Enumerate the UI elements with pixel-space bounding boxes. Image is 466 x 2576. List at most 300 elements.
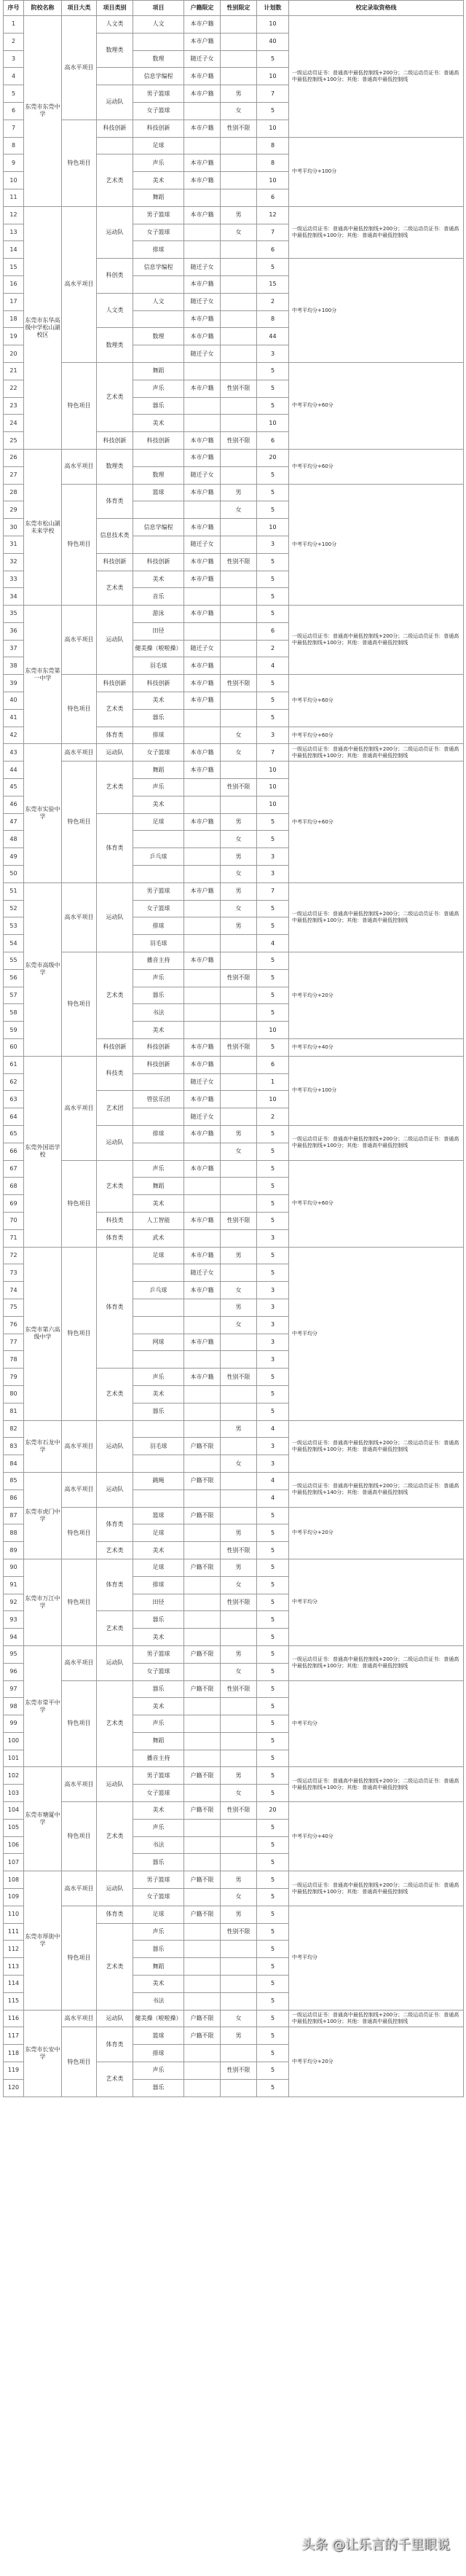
cell-project-type: 高水平项目 (62, 1871, 97, 1906)
cell-admission-line: 一级运动员证书：普通高中最低控制线+200分；二级运动员证书：普通高中最低控制线+100分；其他：普通高中最低控制线 (289, 1126, 464, 1161)
cell-gender (221, 1334, 257, 1351)
cell-plan: 20 (257, 1802, 289, 1820)
cell-seq: 37 (4, 640, 24, 657)
cell-gender: 性别不限 (221, 1594, 257, 1611)
cell-seq: 56 (4, 969, 24, 987)
cell-seq: 114 (4, 1976, 24, 1993)
cell-item: 器乐 (133, 2079, 184, 2097)
cell-gender: 男 (221, 1420, 257, 1438)
cell-hukou: 户籍不限 (184, 1507, 221, 1524)
cell-seq: 86 (4, 1489, 24, 1507)
cell-plan: 44 (257, 328, 289, 345)
cell-category: 人文类 (97, 293, 133, 328)
cell-item (133, 831, 184, 848)
cell-gender (221, 1351, 257, 1369)
cell-plan: 5 (257, 606, 289, 623)
col-project-type: 项目大类 (62, 1, 97, 16)
cell-hukou (184, 1542, 221, 1559)
cell-seq: 92 (4, 1594, 24, 1611)
cell-seq: 63 (4, 1091, 24, 1108)
cell-school: 东莞市高级中学 (24, 882, 62, 1056)
cell-gender: 男 (221, 1126, 257, 1143)
cell-item: 排球 (133, 1126, 184, 1143)
cell-gender (221, 259, 257, 276)
cell-plan: 8 (257, 154, 289, 172)
cell-admission-line: 中考平均分 (289, 1559, 464, 1645)
cell-gender: 男 (221, 206, 257, 224)
cell-plan: 10 (257, 16, 289, 34)
cell-plan: 5 (257, 2027, 289, 2045)
cell-plan: 4 (257, 657, 289, 675)
cell-seq: 20 (4, 345, 24, 363)
cell-gender (221, 154, 257, 172)
cell-item: 田径 (133, 622, 184, 640)
cell-plan: 5 (257, 1923, 289, 1941)
cell-gender (221, 1229, 257, 1247)
cell-seq: 33 (4, 571, 24, 588)
cell-plan: 5 (257, 813, 289, 831)
cell-seq: 119 (4, 2062, 24, 2080)
cell-gender: 男 (221, 882, 257, 900)
cell-seq: 58 (4, 1004, 24, 1022)
cell-plan: 3 (257, 848, 289, 866)
cell-hukou: 本市户籍 (184, 154, 221, 172)
cell-gender (221, 293, 257, 310)
cell-item: 男子篮球 (133, 206, 184, 224)
cell-admission-line: 中考平均分 (289, 1680, 464, 1767)
cell-item: 乒乓球 (133, 1282, 184, 1299)
table-row (4, 1056, 464, 1073)
table-row (4, 449, 464, 466)
cell-hukou (184, 779, 221, 796)
cell-seq: 75 (4, 1299, 24, 1316)
cell-gender: 男 (221, 1299, 257, 1316)
cell-plan: 5 (257, 1369, 289, 1386)
cell-hukou: 本市户籍 (184, 1056, 221, 1073)
cell-school: 东莞市松山湖未来学校 (24, 449, 62, 605)
cell-seq: 53 (4, 917, 24, 935)
cell-seq: 10 (4, 172, 24, 189)
cell-category: 科技创新 (97, 1039, 133, 1057)
cell-gender: 性别不限 (221, 432, 257, 450)
cell-seq: 96 (4, 1663, 24, 1680)
cell-plan: 2 (257, 640, 289, 657)
cell-plan: 3 (257, 866, 289, 883)
cell-category: 科创类 (97, 259, 133, 294)
cell-gender (221, 1611, 257, 1629)
cell-category: 科技类 (97, 1056, 133, 1091)
cell-gender (221, 640, 257, 657)
cell-gender: 女 (221, 831, 257, 848)
cell-seq: 107 (4, 1854, 24, 1871)
cell-seq: 49 (4, 848, 24, 866)
col-admission-line: 校定录取资格线 (289, 1, 464, 16)
table-body (4, 16, 464, 2097)
cell-plan: 5 (257, 1004, 289, 1022)
cell-project-type: 高水平项目 (62, 1056, 97, 1160)
cell-seq: 79 (4, 1369, 24, 1386)
cell-hukou: 户籍不限 (184, 1906, 221, 1923)
cell-hukou (184, 1229, 221, 1247)
table-row (4, 2027, 464, 2045)
cell-seq: 8 (4, 137, 24, 154)
cell-seq: 104 (4, 1802, 24, 1820)
cell-plan: 5 (257, 1212, 289, 1229)
cell-school: 东莞市塘厦中学 (24, 1767, 62, 1871)
cell-gender (221, 328, 257, 345)
cell-hukou: 本市户籍 (184, 1039, 221, 1057)
cell-seq: 16 (4, 275, 24, 293)
cell-plan: 5 (257, 1976, 289, 1993)
cell-gender: 女 (221, 2010, 257, 2027)
cell-hukou: 本市户籍 (184, 1334, 221, 1351)
cell-category: 科技创新 (97, 432, 133, 450)
cell-plan: 3 (257, 1229, 289, 1247)
cell-item: 器乐 (133, 397, 184, 415)
cell-gender (221, 16, 257, 34)
cell-seq: 25 (4, 432, 24, 450)
cell-seq: 87 (4, 1507, 24, 1524)
cell-plan: 10 (257, 779, 289, 796)
cell-gender (221, 1836, 257, 1854)
cell-gender: 性别不限 (221, 553, 257, 571)
cell-category: 运动队 (97, 744, 133, 762)
cell-plan: 3 (257, 1334, 289, 1351)
cell-seq: 26 (4, 449, 24, 466)
cell-plan: 5 (257, 2010, 289, 2027)
cell-admission-line: 中考平均分+100分 (289, 137, 464, 206)
cell-seq: 95 (4, 1645, 24, 1663)
cell-hukou (184, 1715, 221, 1733)
cell-hukou (184, 1629, 221, 1646)
cell-seq: 7 (4, 120, 24, 137)
cell-seq: 102 (4, 1767, 24, 1785)
cell-gender (221, 796, 257, 813)
cell-hukou (184, 588, 221, 606)
cell-hukou: 本市户籍 (184, 553, 221, 571)
cell-item: 武术 (133, 1229, 184, 1247)
cell-plan: 3 (257, 345, 289, 363)
cell-item: 声乐 (133, 969, 184, 987)
cell-gender (221, 172, 257, 189)
cell-plan: 5 (257, 1889, 289, 1906)
cell-gender: 女 (221, 1143, 257, 1160)
cell-seq: 9 (4, 154, 24, 172)
cell-item: 美术 (133, 1542, 184, 1559)
cell-category: 科技创新 (97, 553, 133, 571)
cell-hukou (184, 2062, 221, 2080)
cell-hukou (184, 1958, 221, 1976)
cell-plan: 5 (257, 1195, 289, 1213)
cell-item: 科技创新 (133, 675, 184, 692)
cell-gender (221, 952, 257, 970)
cell-gender: 性别不限 (221, 120, 257, 137)
cell-item: 器乐 (133, 1941, 184, 1958)
cell-category: 运动队 (97, 1420, 133, 1472)
cell-plan: 5 (257, 1143, 289, 1160)
col-plan: 计划数 (257, 1, 289, 16)
cell-plan: 10 (257, 1022, 289, 1039)
cell-gender (221, 189, 257, 206)
cell-hukou: 本市户籍 (184, 328, 221, 345)
cell-hukou: 本市户籍 (184, 275, 221, 293)
cell-item: 舞蹈 (133, 1732, 184, 1750)
cell-gender: 男 (221, 1524, 257, 1542)
cell-seq: 36 (4, 622, 24, 640)
cell-seq: 106 (4, 1836, 24, 1854)
cell-item: 女子篮球 (133, 102, 184, 120)
cell-seq: 91 (4, 1576, 24, 1594)
cell-seq: 109 (4, 1889, 24, 1906)
cell-item: 信息学编程 (133, 259, 184, 276)
cell-gender (221, 1160, 257, 1178)
cell-plan: 3 (257, 1316, 289, 1334)
cell-item: 女子篮球 (133, 1889, 184, 1906)
cell-hukou: 本市户籍 (184, 1282, 221, 1299)
cell-category: 体育类 (97, 727, 133, 744)
cell-gender: 男 (221, 484, 257, 501)
cell-item: 器乐 (133, 709, 184, 727)
cell-gender: 性别不限 (221, 779, 257, 796)
cell-item: 人文 (133, 293, 184, 310)
cell-item (133, 1108, 184, 1126)
cell-plan: 5 (257, 1732, 289, 1750)
cell-gender: 女 (221, 1889, 257, 1906)
cell-project-type: 高水平项目 (62, 882, 97, 952)
cell-plan: 5 (257, 466, 289, 484)
cell-plan: 5 (257, 1039, 289, 1057)
cell-plan: 3 (257, 536, 289, 553)
cell-gender (221, 2079, 257, 2097)
cell-hukou (184, 727, 221, 744)
cell-project-type: 特色项目 (62, 1559, 97, 1645)
cell-item: 美术 (133, 1976, 184, 1993)
cell-seq: 77 (4, 1334, 24, 1351)
cell-seq: 89 (4, 1542, 24, 1559)
cell-item: 男子篮球 (133, 1767, 184, 1785)
cell-seq: 67 (4, 1160, 24, 1178)
table-row (4, 606, 464, 623)
cell-item (133, 1143, 184, 1160)
cell-plan: 5 (257, 917, 289, 935)
cell-plan: 5 (257, 1645, 289, 1663)
cell-admission-line: 一级运动员证书：普通高中最低控制线+200分；二级运动员证书：普通高中最低控制线+100分；其他：普通高中最低控制线 (289, 1420, 464, 1472)
cell-category: 人文类 (97, 16, 133, 34)
cell-gender: 男 (221, 1247, 257, 1264)
cell-hukou: 户籍不限 (184, 1472, 221, 1489)
col-seq: 序号 (4, 1, 24, 16)
cell-seq: 38 (4, 657, 24, 675)
cell-admission-line: 中考平均分+40分 (289, 1802, 464, 1871)
cell-seq: 3 (4, 50, 24, 68)
col-gender: 性别限定 (221, 1, 257, 16)
cell-hukou: 本市户籍 (184, 449, 221, 466)
cell-seq: 13 (4, 224, 24, 241)
cell-school: 东莞市石龙中学 (24, 1420, 62, 1472)
cell-seq: 35 (4, 606, 24, 623)
cell-admission-line: 中考平均分+40分 (289, 1039, 464, 1057)
cell-gender (221, 1941, 257, 1958)
cell-gender: 性别不限 (221, 1680, 257, 1698)
cell-seq: 82 (4, 1420, 24, 1438)
cell-seq: 105 (4, 1819, 24, 1836)
cell-seq: 14 (4, 241, 24, 259)
cell-item: 足球 (133, 1906, 184, 1923)
cell-hukou: 本市户籍 (184, 310, 221, 328)
cell-item: 科技创新 (133, 1056, 184, 1073)
cell-seq: 6 (4, 102, 24, 120)
cell-plan: 40 (257, 33, 289, 50)
cell-gender (221, 33, 257, 50)
cell-item: 美术 (133, 415, 184, 432)
cell-item: 数理 (133, 328, 184, 345)
cell-plan: 15 (257, 275, 289, 293)
cell-plan: 5 (257, 1871, 289, 1889)
cell-category: 艺术类 (97, 1611, 133, 1646)
cell-plan: 5 (257, 1819, 289, 1836)
cell-hukou (184, 1316, 221, 1334)
cell-plan: 5 (257, 1629, 289, 1646)
cell-item: 女子篮球 (133, 224, 184, 241)
cell-item: 器乐 (133, 1611, 184, 1629)
cell-category: 数理类 (97, 328, 133, 363)
cell-hukou (184, 831, 221, 848)
cell-gender (221, 1750, 257, 1767)
cell-seq: 46 (4, 796, 24, 813)
cell-item: 男子篮球 (133, 1871, 184, 1889)
cell-plan: 6 (257, 622, 289, 640)
cell-item: 网球 (133, 1334, 184, 1351)
cell-item (133, 1420, 184, 1438)
cell-gender: 女 (221, 1576, 257, 1594)
cell-item: 乒乓球 (133, 848, 184, 866)
cell-item: 声乐 (133, 1369, 184, 1386)
cell-hukou: 本市户籍 (184, 1369, 221, 1386)
cell-admission-line: 中考平均分+20分 (289, 2027, 464, 2097)
cell-project-type: 特色项目 (62, 362, 97, 449)
cell-hukou: 户籍不限 (184, 2027, 221, 2045)
cell-seq: 115 (4, 1992, 24, 2010)
cell-seq: 15 (4, 259, 24, 276)
cell-item: 羽毛球 (133, 1438, 184, 1455)
cell-item: 男子篮球 (133, 1645, 184, 1663)
cell-gender (221, 1056, 257, 1073)
cell-seq: 90 (4, 1559, 24, 1576)
cell-hukou (184, 1819, 221, 1836)
cell-item (133, 501, 184, 519)
cell-seq: 29 (4, 501, 24, 519)
cell-item (133, 1489, 184, 1507)
cell-admission-line: 一级运动员证书：普通高中最低控制线+200分；二级运动员证书：普通高中最低控制线+100分；其他：普通高中最低控制线 (289, 1871, 464, 1906)
table-row (4, 1802, 464, 1820)
cell-item (133, 1299, 184, 1316)
cell-plan: 6 (257, 189, 289, 206)
cell-gender (221, 68, 257, 85)
cell-admission-line: 中考平均分 (289, 1247, 464, 1420)
cell-hukou: 随迁子女 (184, 1264, 221, 1282)
cell-seq: 45 (4, 779, 24, 796)
cell-item: 书法 (133, 1004, 184, 1022)
cell-plan: 5 (257, 553, 289, 571)
cell-project-type: 高水平项目 (62, 449, 97, 484)
cell-seq: 64 (4, 1108, 24, 1126)
cell-item (133, 536, 184, 553)
cell-admission-line: 中考平均分+60分 (289, 762, 464, 883)
cell-gender (221, 275, 257, 293)
cell-seq: 5 (4, 85, 24, 103)
cell-category: 艺术类 (97, 1680, 133, 1767)
cell-hukou (184, 1143, 221, 1160)
cell-project-type: 高水平项目 (62, 1645, 97, 1680)
cell-hukou: 本市户籍 (184, 571, 221, 588)
cell-school: 东莞外国语学校 (24, 1056, 62, 1247)
cell-plan: 5 (257, 709, 289, 727)
cell-hukou: 随迁子女 (184, 1073, 221, 1091)
cell-item: 声乐 (133, 2062, 184, 2080)
cell-hukou (184, 1923, 221, 1941)
cell-seq: 66 (4, 1143, 24, 1160)
cell-category: 艺术类 (97, 1923, 133, 2010)
cell-gender (221, 622, 257, 640)
cell-plan: 5 (257, 501, 289, 519)
cell-hukou (184, 2079, 221, 2097)
cell-plan: 5 (257, 1385, 289, 1403)
cell-gender (221, 1629, 257, 1646)
cell-plan: 20 (257, 449, 289, 466)
cell-category: 运动队 (97, 206, 133, 258)
cell-gender: 女 (221, 1785, 257, 1802)
cell-item: 舞蹈 (133, 189, 184, 206)
cell-seq: 101 (4, 1750, 24, 1767)
cell-plan: 5 (257, 102, 289, 120)
cell-item: 男子篮球 (133, 882, 184, 900)
header-row (4, 1, 464, 16)
cell-hukou: 本市户籍 (184, 657, 221, 675)
cell-hukou (184, 2045, 221, 2062)
cell-category: 科技创新 (97, 675, 133, 692)
cell-item: 游泳 (133, 606, 184, 623)
cell-hukou: 随迁子女 (184, 466, 221, 484)
cell-item: 男子篮球 (133, 85, 184, 103)
cell-hukou (184, 709, 221, 727)
cell-plan: 6 (257, 1056, 289, 1073)
cell-item: 数理 (133, 50, 184, 68)
cell-seq: 41 (4, 709, 24, 727)
cell-hukou (184, 1004, 221, 1022)
cell-gender: 男 (221, 848, 257, 866)
cell-admission-line: 中考平均分+100分 (289, 484, 464, 606)
cell-gender (221, 345, 257, 363)
cell-seq: 30 (4, 519, 24, 536)
cell-seq: 93 (4, 1611, 24, 1629)
cell-category: 体育类 (97, 1559, 133, 1610)
cell-seq: 72 (4, 1247, 24, 1264)
cell-project-type: 特色项目 (62, 1680, 97, 1767)
cell-seq: 17 (4, 293, 24, 310)
cell-admission-line: 一级运动员证书：普通高中最低控制线+200分；二级运动员证书：普通高中最低控制线+100分；其他：普通高中最低控制线 (289, 606, 464, 675)
table-row (4, 1559, 464, 1576)
cell-gender (221, 2045, 257, 2062)
cell-item: 排球 (133, 1576, 184, 1594)
cell-item: 排球 (133, 727, 184, 744)
cell-seq: 11 (4, 189, 24, 206)
cell-seq: 88 (4, 1524, 24, 1542)
cell-category: 数理类 (97, 449, 133, 484)
table-row (4, 882, 464, 900)
cell-gender (221, 1385, 257, 1403)
cell-hukou: 本市户籍 (184, 120, 221, 137)
cell-seq: 57 (4, 987, 24, 1004)
